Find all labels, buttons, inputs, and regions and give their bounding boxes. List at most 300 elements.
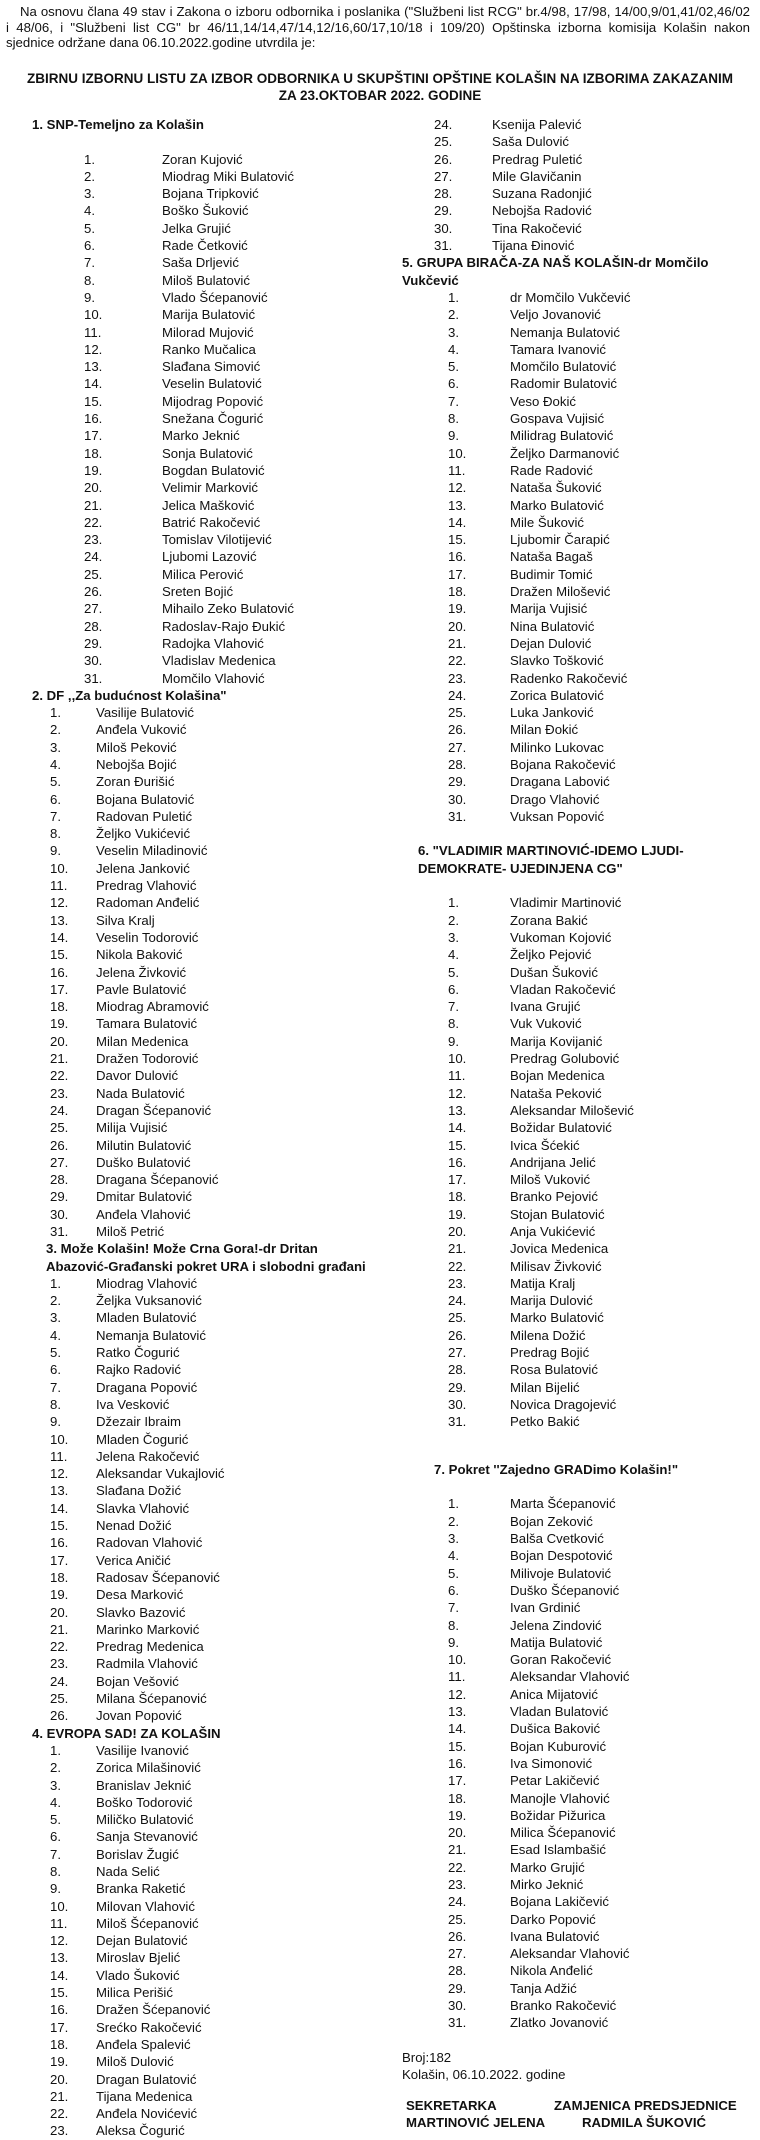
candidate-number: 20. [448,1825,467,1841]
candidate-number: 16. [50,964,69,980]
candidate-name: Predrag Golubović [510,1051,620,1067]
candidate-entry [32,2019,372,2036]
candidate-name: Duško Bulatović [96,1154,191,1170]
candidate-number: 9. [50,843,61,859]
candidate-number: 2. [448,307,459,323]
candidate-entry [418,202,758,219]
candidate-number: 5. [50,774,61,790]
candidate-name: Tina Rakočević [492,220,582,236]
candidate-entry [32,237,372,254]
secretary-name: MARTINOVIĆ JELENA [406,2114,546,2130]
candidate-number: 18. [50,999,69,1015]
candidate-number: 13. [84,359,103,375]
candidate-number: 15. [448,532,467,548]
candidate-entry [418,1050,758,1067]
candidate-name: Ksenija Palević [492,117,582,132]
candidate-name: Slađana Simović [162,359,261,375]
spacer [418,1431,758,1448]
candidate-entry [32,670,372,687]
candidate-entry [418,1807,758,1824]
candidate-number: 18. [448,1790,467,1806]
candidate-entry [32,1015,372,1032]
candidate-number: 14. [448,1120,467,1136]
candidate-number: 15. [50,1985,69,2001]
candidate-entry [418,1154,758,1171]
candidate-name: Rade Četković [162,238,248,254]
candidate-name: Dušan Šuković [510,964,598,980]
candidate-number: 1. [50,705,61,721]
candidate-name: Miloš Vuković [510,1172,591,1188]
candidate-name: Iva Vesković [96,1396,170,1412]
candidate-number: 6. [448,1582,459,1598]
candidate-entry [418,1841,758,1858]
candidate-entry [418,998,758,1015]
candidate-entry [418,220,758,237]
candidate-entry [32,1759,372,1776]
candidate-name: Stojan Bulatović [510,1206,605,1222]
candidate-number: 18. [84,445,103,461]
candidate-entry [32,1223,372,1240]
candidate-entry [418,618,758,635]
candidate-name: Branka Raketić [96,1881,186,1897]
candidate-number: 20. [50,2071,69,2087]
candidate-number: 5. [448,964,459,980]
candidate-number: 11. [50,878,68,894]
candidate-name: Marija Kovijanić [510,1033,603,1049]
candidate-number: 17. [448,1172,467,1188]
candidate-number: 28. [50,1172,69,1188]
candidate-entry [418,1893,758,1910]
candidate-entry [32,618,372,635]
candidate-entry [32,1828,372,1845]
candidate-number: 1. [448,1496,459,1512]
candidate-entry [32,791,372,808]
candidate-number: 16. [448,1154,467,1170]
candidate-number: 9. [84,289,95,305]
candidate-entry [418,185,758,202]
candidate-entry [32,1309,372,1326]
candidate-number: 9. [50,1414,61,1430]
candidate-entry [32,202,372,219]
candidate-entry [32,479,372,496]
candidate-number: 8. [50,826,61,842]
candidate-name: Bojan Kuburović [510,1738,607,1754]
candidate-number: 21. [50,1051,69,1067]
candidate-name: Miloš Bulatović [162,272,250,288]
candidate-name: Miloš Dulović [96,2054,174,2070]
candidate-entry [418,1344,758,1361]
candidate-number: 28. [434,186,453,202]
candidate-number: 19. [448,601,467,617]
candidate-number: 22. [50,2106,69,2122]
candidate-name: Marko Bulatović [510,497,604,513]
candidate-name: Dragana Popović [96,1379,198,1395]
left-column [32,116,372,2140]
candidate-name: Milica Šćepanović [510,1825,616,1841]
candidate-number: 11. [448,1669,466,1685]
candidate-name: Rade Radović [510,462,593,478]
candidate-entry [418,1945,758,1962]
candidate-entry [418,894,758,911]
candidate-number: 28. [448,1963,467,1979]
candidate-entry [32,981,372,998]
candidate-number: 6. [50,791,61,807]
candidate-number: 11. [84,324,102,340]
candidate-entry [32,756,372,773]
candidate-entry [418,1565,758,1582]
candidate-entry [32,860,372,877]
list-evropa-sad [32,1725,372,2140]
spacer [418,1448,758,1461]
candidate-number: 9. [448,1033,459,1049]
candidate-entry [32,1707,372,1724]
candidate-entry [418,773,758,790]
candidate-name: Mijodrag Popović [162,393,264,409]
candidate-name: Petar Lakičević [510,1773,600,1789]
candidate-number: 29. [448,1980,467,1996]
candidate-name: Balša Cvetković [510,1531,604,1547]
candidate-name: Jovica Medenica [510,1241,609,1257]
candidate-name: Anđela Vlahović [96,1206,191,1222]
candidate-number: 13. [448,1102,467,1118]
candidate-entry [418,1188,758,1205]
candidate-entry [418,1928,758,1945]
candidate-number: 21. [50,2088,69,2104]
candidate-number: 6. [448,376,459,392]
candidate-entry [32,341,372,358]
candidate-name: Miličko Bulatović [96,1812,194,1828]
candidate-number: 18. [50,1569,69,1585]
candidate-entry [418,981,758,998]
candidate-name: Ivana Grujić [510,999,581,1015]
candidate-name: Aleksandar Milošević [510,1102,634,1118]
candidate-name: Pavle Bulatović [96,981,187,997]
candidate-number: 17. [448,566,467,582]
candidate-number: 23. [50,2123,69,2139]
candidate-number: 22. [50,1639,69,1655]
candidate-number: 14. [50,1500,69,1516]
candidate-entry [32,2036,372,2053]
candidate-name: Boško Šuković [162,203,249,219]
candidate-entry [32,220,372,237]
candidate-number: 10. [50,860,69,876]
candidate-name: Vuksan Popović [510,808,605,824]
candidate-number: 20. [84,480,103,496]
candidate-name: Milidrag Bulatović [510,428,614,444]
candidate-name: Dražen Todorović [96,1051,199,1067]
candidate-number: 7. [50,1846,61,1862]
candidate-name: Milana Šćepanović [96,1691,207,1707]
candidate-name: Ranko Mučalica [162,341,256,357]
candidate-number: 3. [448,929,459,945]
candidate-name: Petko Bakić [510,1414,580,1430]
candidate-name: Marko Bulatović [510,1310,604,1326]
candidate-entry [418,1275,758,1292]
candidate-entry [32,1413,372,1430]
candidate-entry [32,773,372,790]
candidate-name: Vukoman Kojović [510,929,612,945]
candidate-entry [418,548,758,565]
footer-number: Broj:182 [402,2049,452,2065]
list-zajedno-gradimo [418,1461,758,2032]
candidate-number: 12. [50,1933,69,1949]
candidate-name: Dragan Bulatović [96,2071,197,2087]
candidate-name: Matija Kralj [510,1275,576,1291]
candidate-number: 21. [50,1621,69,1637]
candidate-name: Milivoje Bulatović [510,1565,612,1581]
candidate-entry [32,1431,372,1448]
candidate-name: Milan Đokić [510,722,579,738]
candidate-number: 25. [448,1310,467,1326]
candidate-number: 15. [50,947,69,963]
candidate-name: Nataša Peković [510,1085,602,1101]
candidate-name: Iva Simonović [510,1755,593,1771]
candidate-number: 22. [448,653,467,669]
candidate-name: Dragana Labović [510,774,610,790]
candidate-number: 8. [448,411,459,427]
candidate-number: 10. [448,445,467,461]
secretary-title: SEKRETARKA [406,2097,497,2113]
candidate-name: Ivan Grdinić [510,1600,581,1616]
candidate-number: 27. [448,1345,467,1361]
candidate-number: 7. [50,808,61,824]
candidate-number: 17. [84,428,103,444]
candidate-name: Miodrag Abramović [96,999,209,1015]
candidate-name: Radosav Šćepanović [96,1569,220,1585]
candidate-entry [32,2088,372,2105]
candidate-number: 13. [448,497,467,513]
candidate-entry [418,1703,758,1720]
candidate-number: 27. [84,601,103,617]
candidate-number: 2. [50,722,61,738]
candidate-name: Nikola Baković [96,947,183,963]
candidate-entry [32,1932,372,1949]
candidate-number: 4. [84,203,95,219]
candidate-entry [32,1534,372,1551]
candidate-entry [32,2122,372,2139]
candidate-number: 3. [50,739,61,755]
candidate-entry [418,324,758,341]
candidate-name: Milinko Lukovac [510,739,604,755]
list-ura [32,1240,372,1724]
candidate-number: 24. [50,1673,69,1689]
candidate-entry [32,704,372,721]
candidate-number: 21. [448,1241,467,1257]
candidate-name: Jovan Popović [96,1708,182,1724]
candidate-number: 31. [50,1224,69,1239]
candidate-name: Silva Kralj [96,912,155,928]
candidate-entry [32,1690,372,1707]
candidate-name: Veselin Todorović [96,929,199,945]
candidate-entry [32,964,372,981]
candidate-name: Zorana Bakić [510,912,588,928]
candidate-name: Miodrag Vlahović [96,1275,198,1291]
candidate-name: Suzana Radonjić [492,186,592,202]
candidate-entry [32,1188,372,1205]
candidate-number: 10. [448,1051,467,1067]
candidate-entry [32,877,372,894]
candidate-entry [32,2071,372,2088]
candidate-name: Branislav Jeknić [96,1777,192,1793]
list-snp [32,116,372,687]
candidate-number: 3. [448,324,459,340]
candidate-entry [418,1599,758,1616]
candidate-name: Miloš Šćepanović [96,1915,199,1931]
candidate-entry [418,133,758,150]
candidate-entry [418,1859,758,1876]
candidate-entry [418,1396,758,1413]
candidate-number: 27. [50,1154,69,1170]
candidate-number: 23. [448,1876,467,1892]
candidate-number: 28. [448,756,467,772]
candidate-entry [418,808,758,825]
candidate-number: 12. [84,341,103,357]
candidate-name: Mile Glavičanin [492,168,582,184]
candidate-name: Marta Šćepanović [510,1496,616,1512]
candidate-name: Radmila Vlahović [96,1656,198,1672]
candidate-number: 15. [50,1518,69,1534]
candidate-number: 5. [448,1565,459,1581]
candidate-entry [418,964,758,981]
candidate-entry [418,687,758,704]
candidate-entry [418,1530,758,1547]
candidate-entry [418,583,758,600]
candidate-entry [418,1292,758,1309]
candidate-entry [32,1777,372,1794]
candidate-name: Slavko Tošković [510,653,604,669]
candidate-name: Tomislav Vilotijević [162,532,272,548]
candidate-number: 15. [84,393,103,409]
candidate-number: 20. [50,1604,69,1620]
candidate-number: 8. [448,1016,459,1032]
candidate-name: Božidar Bulatović [510,1120,612,1136]
candidate-name: Milisav Živković [510,1258,602,1274]
candidate-name: Nebojša Bojić [96,756,177,772]
candidate-entry [32,1085,372,1102]
candidate-number: 24. [50,1102,69,1118]
candidate-entry [32,1050,372,1067]
candidate-entry [32,185,372,202]
candidate-name: Dušica Baković [510,1721,601,1737]
candidate-name: Dragana Šćepanović [96,1172,219,1188]
candidate-entry [418,1634,758,1651]
candidate-name: Dejan Bulatović [96,1933,188,1949]
candidate-name: Branko Rakočević [510,1998,617,2014]
candidate-name: Milica Perišić [96,1985,173,2001]
candidate-number: 7. [448,393,459,409]
candidate-number: 9. [448,1634,459,1650]
candidate-number: 17. [50,2019,69,2035]
candidate-entry [418,151,758,168]
candidate-name: Miodrag Miki Bulatović [162,168,294,184]
candidate-number: 1. [448,895,459,911]
candidate-name: Slađana Dožić [96,1483,182,1499]
candidate-name: Tamara Bulatović [96,1016,198,1032]
candidate-entry [32,1154,372,1171]
candidate-name: Nenad Dožić [96,1518,172,1534]
candidate-number: 27. [434,168,453,184]
candidate-entry [418,739,758,756]
candidate-entry [418,1824,758,1841]
candidate-name: Bojana Bulatović [96,791,195,807]
candidate-number: 1. [448,289,459,305]
candidate-entry [418,1361,758,1378]
candidate-number: 16. [50,2002,69,2018]
candidate-entry [32,1586,372,1603]
candidate-entry [418,1327,758,1344]
spacer [418,825,758,842]
candidate-entry [418,721,758,738]
candidate-number: 30. [448,1396,467,1412]
list-title: 3. Može Kolašin! Može Crna Gora!-dr Dritan Abazović-Građanski pokret URA i slobodni građani [46,1241,366,1274]
candidate-name: Srećko Rakočević [96,2019,202,2035]
candidate-number: 13. [50,1950,69,1966]
candidate-number: 21. [84,497,103,513]
candidate-entry [32,1448,372,1465]
candidate-number: 28. [84,618,103,634]
candidate-entry [32,721,372,738]
candidate-entry [418,1997,758,2014]
intro-text: Na osnovu člana 49 stav i Zakona o izboru odbornika i poslanika ("Službeni list RCG" br.4/98, 17/98, 14/00,9/01,41/02,46/02 i 48/06, i "Službeni list CG" br 46/11,14/14,47/14,12/16,60/17,10/18 i 109/20) Opštinska izborna komisija Kolašin nakon sjednice održane dana 06.10.2022.godine utvrdila je: [6,4,750,51]
candidate-number: 31. [448,1414,467,1430]
candidate-name: Anđela Novićević [96,2106,198,2122]
candidate-entry [32,1327,372,1344]
candidate-entry [418,1240,758,1257]
candidate-name: Radovan Vlahović [96,1535,203,1551]
candidate-entry [32,929,372,946]
candidate-number: 8. [84,272,95,288]
candidate-number: 19. [84,462,103,478]
candidate-entry [32,1638,372,1655]
candidate-name: Zlatko Jovanović [510,2015,609,2031]
candidate-name: Ivana Bulatović [510,1928,600,1944]
candidate-entry [32,1275,372,1292]
candidate-number: 26. [50,1708,69,1724]
candidate-entry [32,1880,372,1897]
candidate-entry [418,1738,758,1755]
candidate-number: 13. [50,912,69,928]
candidate-entry [418,652,758,669]
right-column [402,116,758,2131]
candidate-name: dr Momčilo Vukčević [510,289,631,305]
candidate-entry [32,1898,372,1915]
candidate-number: 23. [448,1275,467,1291]
candidate-number: 30. [84,653,103,669]
candidate-name: Bojan Despotović [510,1548,613,1564]
candidate-number: 11. [50,1448,68,1464]
candidate-entry [418,341,758,358]
candidate-number: 21. [448,1842,467,1858]
candidate-name: Veselin Bulatović [162,376,262,392]
list-evropa-sad-continued [418,116,758,254]
candidate-name: Milorad Mujović [162,324,254,340]
candidate-name: Zorica Milašinović [96,1760,201,1776]
candidate-entry [418,462,758,479]
candidate-entry [32,410,372,427]
candidate-number: 13. [448,1704,467,1720]
candidate-number: 22. [448,1258,467,1274]
candidate-number: 10. [448,1652,467,1668]
candidate-entry [418,670,758,687]
candidate-entry [418,1413,758,1430]
candidate-entry [418,358,758,375]
candidate-entry [32,842,372,859]
candidate-number: 19. [50,2054,69,2070]
candidate-name: Aleksandar Vlahović [510,1946,630,1962]
candidate-number: 26. [50,1137,69,1153]
candidate-entry [32,566,372,583]
candidate-number: 29. [50,1189,69,1205]
